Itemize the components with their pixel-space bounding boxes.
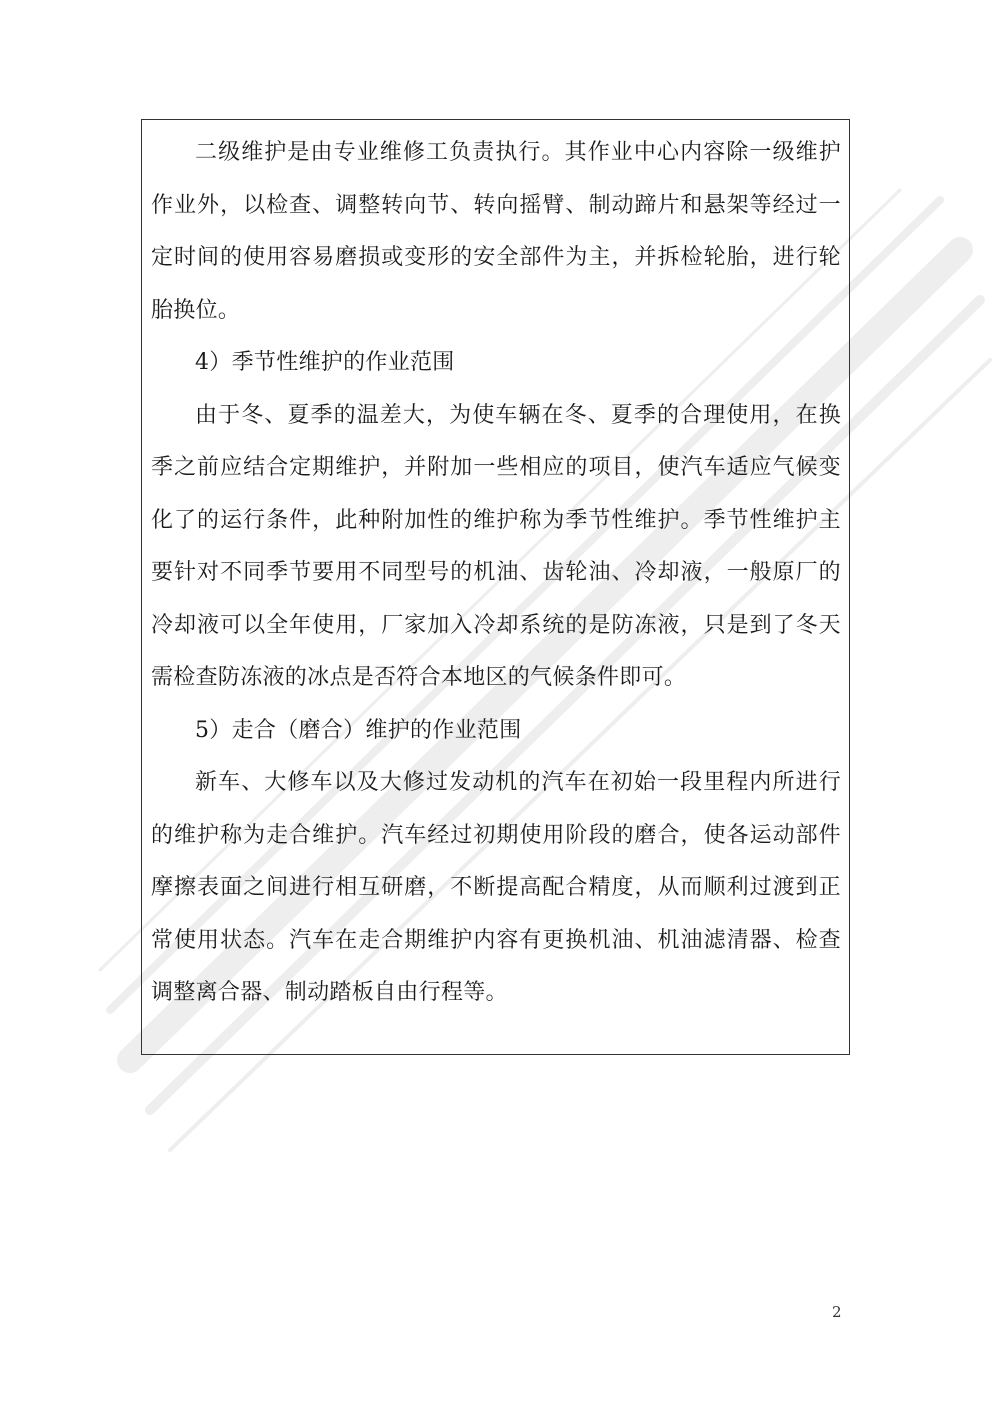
paragraph-level-two-maintenance: 二级维护是由专业维修工负责执行。其作业中心内容除一级维护作业外，以检查、调整转向节、转向摇臂、制动蹄片和悬架等经过一定时间的使用容易磨损或变形的安全部件为主，并拆检轮胎，进行轮胎换位。 — [151, 140, 841, 323]
content-body — [151, 127, 841, 1020]
content-frame — [141, 119, 850, 1055]
paragraph-running-in-maintenance: 新车、大修车以及大修过发动机的汽车在初始一段里程内所进行的维护称为走合维护。汽车经过初期使用阶段的磨合，使各运动部件摩擦表面之间进行相互研磨，不断提高配合精度，从而顺利过渡到正常使用状态。汽车在走合期维护内容有更换机油、机油滤清器、检查调整离合器、制动踏板自由行程等。 — [151, 770, 841, 1005]
page-number: 2 — [832, 1303, 842, 1321]
heading-running-in-maintenance: 5）走合（磨合）维护的作业范围 — [195, 717, 522, 743]
heading-seasonal-maintenance: 4）季节性维护的作业范围 — [195, 350, 455, 375]
paragraph-seasonal-maintenance: 由于冬、夏季的温差大，为使车辆在冬、夏季的合理使用，在换季之前应结合定期维护，并附加一些相应的项目，使汽车适应气候变化了的运行条件，此种附加性的维护称为季节性维护。季节性维护主要针对不同季节要用不同型号的机油、齿轮油、冷却液，一般原厂的冷却液可以全年使用，厂家加入冷却系统的是防冻液，只是到了冬天需检查防冻液的冰点是否符合本地区的气候条件即可。 — [151, 402, 841, 690]
